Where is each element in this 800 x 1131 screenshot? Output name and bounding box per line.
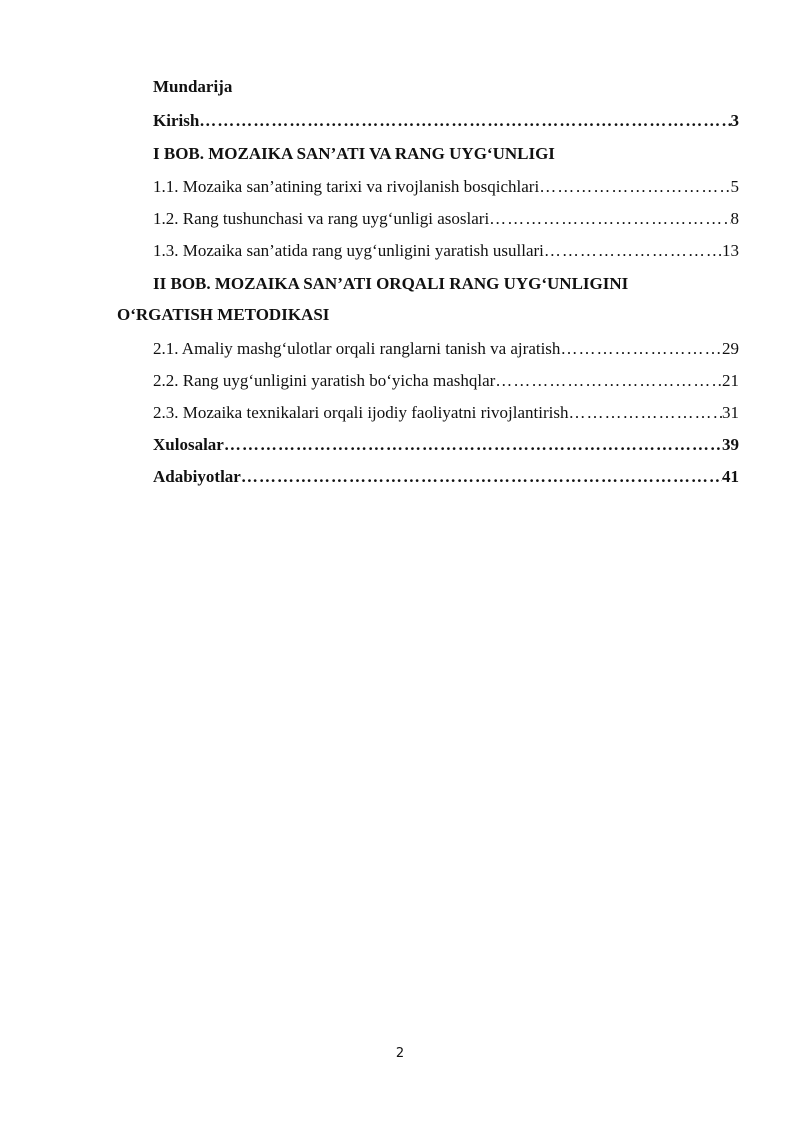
toc-leader-dots: [495, 370, 722, 392]
toc-entry-label: 2.2. Rang uyg‘unligini yaratish bo‘yicha mashqlar: [153, 371, 496, 390]
toc-leader-dots: [199, 110, 730, 132]
toc-entry-1-3[interactable]: [153, 240, 739, 262]
toc-entry-page: 8: [730, 209, 739, 228]
toc-entry-page: 41: [722, 467, 739, 486]
toc-entry-2-2[interactable]: [153, 370, 739, 392]
toc-entry-label: Xulosalar: [153, 435, 224, 454]
chapter-2-heading-line1[interactable]: II BOB. MOZAIKA SAN’ATI ORQALI RANG UYG‘UNLIGINI: [153, 274, 629, 293]
toc-entry-label: Adabiyotlar: [153, 467, 241, 486]
toc-leader-dots: [539, 176, 730, 198]
chapter-1-heading[interactable]: I BOB. MOZAIKA SAN’ATI VA RANG UYG‘UNLIGI: [153, 144, 555, 163]
toc-leader-dots: [241, 466, 722, 488]
toc-entry-2-1[interactable]: [153, 338, 739, 360]
toc-entry-2-3[interactable]: [153, 402, 739, 424]
toc-leader-dots: [544, 240, 722, 262]
toc-entry-label: 1.3. Mozaika san’atida rang uyg‘unligini yaratish usullari: [153, 241, 544, 260]
toc-entry-label: Kirish: [153, 111, 200, 130]
toc-entry-label: 2.3. Mozaika texnikalari orqali ijodiy faoliyatni rivojlantirish: [153, 403, 569, 422]
toc-entry-page: 31: [722, 403, 739, 422]
toc-leader-dots: [489, 208, 730, 230]
toc-entry-xulosalar[interactable]: [153, 434, 739, 456]
toc-entry-1-2[interactable]: [153, 208, 739, 230]
page-number: 2: [395, 1046, 405, 1061]
toc-entry-page: 39: [722, 435, 739, 454]
toc-leader-dots: [224, 434, 722, 456]
toc-entry-page: 13: [722, 241, 739, 260]
toc-leader-dots: [560, 338, 722, 360]
toc-entry-label: 1.2. Rang tushunchasi va rang uyg‘unligi asoslari: [153, 209, 490, 228]
toc-entry-page: 29: [722, 339, 739, 358]
toc-entry-label: 1.1. Mozaika san’atining tarixi va rivojlanish bosqichlari: [153, 177, 540, 196]
toc-leader-dots: [568, 402, 722, 424]
toc-entry-1-1[interactable]: [153, 176, 739, 198]
toc-entry-adabiyotlar[interactable]: [153, 466, 739, 488]
toc-entry-page: 21: [722, 371, 739, 390]
toc-entry-page: 5: [730, 177, 739, 196]
chapter-2-heading-line2[interactable]: O‘RGATISH METODIKASI: [117, 305, 330, 324]
toc-entry-kirish[interactable]: [153, 110, 739, 132]
toc-entry-page: 3: [730, 111, 739, 130]
toc-entry-label: 2.1. Amaliy mashg‘ulotlar orqali ranglarni tanish va ajratish: [153, 339, 561, 358]
toc-heading: Mundarija: [153, 77, 233, 96]
